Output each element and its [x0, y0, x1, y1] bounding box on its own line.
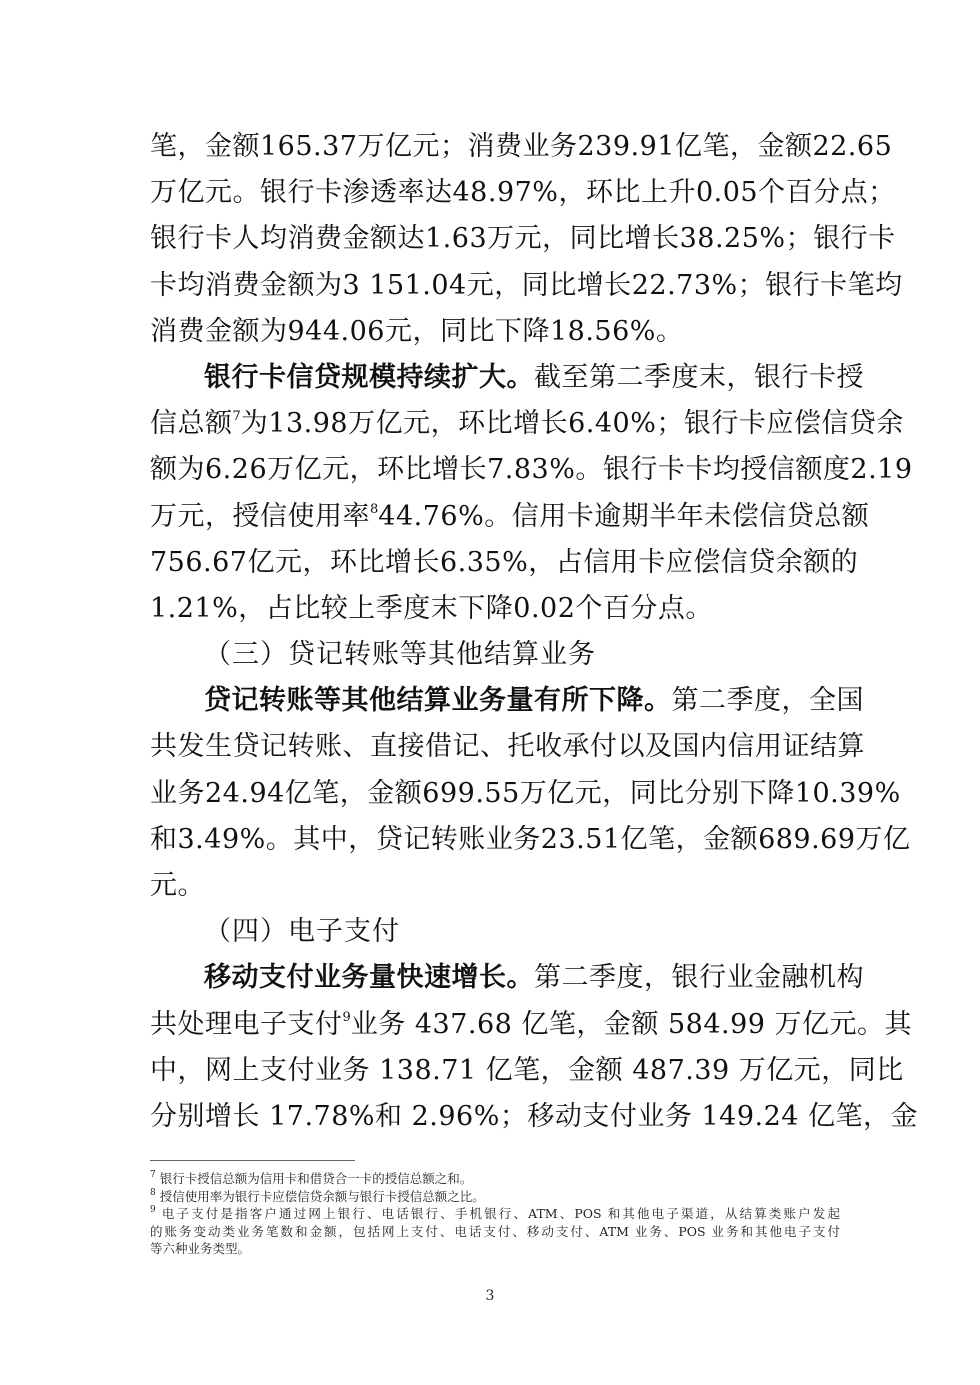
- paragraph-line: 笔，金额165.37万亿元；消费业务239.91亿笔，金额22.65: [150, 131, 893, 162]
- section-heading: （四）电子支付: [204, 916, 400, 948]
- paragraph-line: 卡均消费金额为3 151.04元，同比增长22.73%；银行卡笔均: [150, 269, 903, 301]
- body-text: [150, 124, 919, 1140]
- paragraph-lead: 银行卡信贷规模持续扩大。: [204, 361, 534, 393]
- paragraph-lead: 移动支付业务量快速增长。: [204, 962, 534, 994]
- paragraph-line: [150, 678, 864, 724]
- paragraph-text: 第二季度，银行业金融机构: [534, 962, 864, 994]
- paragraph-text: 第二季度，全国: [671, 685, 864, 717]
- paragraph-line: 消费金额为944.06元，同比下降18.56%。: [150, 315, 684, 347]
- paragraph-text: 为13.98万亿元，环比增长6.40%；银行卡应偿信贷余: [240, 408, 904, 440]
- footnote-9: [150, 1205, 840, 1223]
- paragraph-line: 银行卡人均消费金额达1.63万元，同比增长38.25%；银行卡: [150, 223, 896, 255]
- footnote-text: 电子支付是指客户通过网上银行、电话银行、手机银行、ATM、POS 和其他电子渠道，从结算类账户发起: [161, 1206, 840, 1221]
- paragraph-text: 业务 437.68 亿笔，金额 584.99 万亿元。其: [350, 1008, 913, 1040]
- page-number: 3: [485, 1288, 495, 1304]
- paragraph-text: 万元，授信使用率: [150, 500, 370, 532]
- paragraph-line: [150, 401, 904, 447]
- footnote-9-continued: 等六种业务类型。: [150, 1241, 251, 1256]
- footnote-mark: 9: [150, 1205, 156, 1215]
- paragraph-line: 1.21%，占比较上季度末下降0.02个百分点。: [150, 592, 713, 624]
- paragraph-text: 截至第二季度末，银行卡授: [534, 361, 864, 393]
- paragraph-line: 共发生贷记转账、直接借记、托收承付以及国内信用证结算: [150, 731, 865, 763]
- footnote-mark: 7: [150, 1170, 156, 1180]
- footnotes: [150, 1170, 840, 1258]
- paragraph-line: 756.67亿元，环比增长6.35%，占信用卡应偿信贷余额的: [150, 546, 859, 578]
- paragraph-line: [150, 494, 870, 540]
- footnote-text: 银行卡授信总额为信用卡和借贷合一卡的授信总额之和。: [159, 1171, 473, 1186]
- paragraph-line: [150, 355, 864, 401]
- paragraph-text: 44.76%。信用卡逾期半年未偿信贷总额: [378, 500, 870, 532]
- paragraph-line: 业务24.94亿笔，金额699.55万亿元，同比分别下降10.39%: [150, 777, 901, 809]
- paragraph-line: 万亿元。银行卡渗透率达48.97%，环比上升0.05个百分点；: [150, 177, 896, 209]
- paragraph-line: 元。: [150, 870, 205, 901]
- footnote-ref-9[interactable]: 9: [342, 1009, 351, 1025]
- paragraph-lead: 贷记转账等其他结算业务量有所下降。: [204, 685, 672, 717]
- footnote-7: [150, 1170, 840, 1188]
- paragraph-line: 和3.49%。其中，贷记转账业务23.51亿笔，金额689.69万亿: [150, 823, 911, 855]
- paragraph-line: [150, 1002, 913, 1048]
- paragraph-line: 额为6.26万亿元，环比增长7.83%。银行卡卡均授信额度2.19: [150, 454, 913, 486]
- paragraph-line: 分别增长 17.78%和 2.96%；移动支付业务 149.24 亿笔，金: [150, 1100, 919, 1132]
- section-heading: （三）贷记转账等其他结算业务: [204, 639, 596, 671]
- footnote-ref-7[interactable]: 7: [232, 409, 241, 425]
- footnote-mark: 8: [150, 1187, 156, 1198]
- footnote-ref-8[interactable]: 8: [370, 501, 379, 517]
- footnote-8: [150, 1188, 840, 1206]
- paragraph-line: 中，网上支付业务 138.71 亿笔，金额 487.39 万亿元，同比: [150, 1054, 904, 1086]
- paragraph-text: 信总额: [150, 408, 233, 440]
- footnote-text: 授信使用率为银行卡应偿信贷余额与银行卡授信总额之比。: [159, 1188, 485, 1204]
- footnote-9-continued: 的账务变动类业务笔数和金额，包括网上支付、电话支付、移动支付、ATM 业务、POS 业务和其他电子支付: [150, 1223, 840, 1239]
- paragraph-line: [150, 955, 864, 1001]
- paragraph-text: 共处理电子支付: [150, 1008, 343, 1040]
- footnote-divider: [150, 1160, 355, 1161]
